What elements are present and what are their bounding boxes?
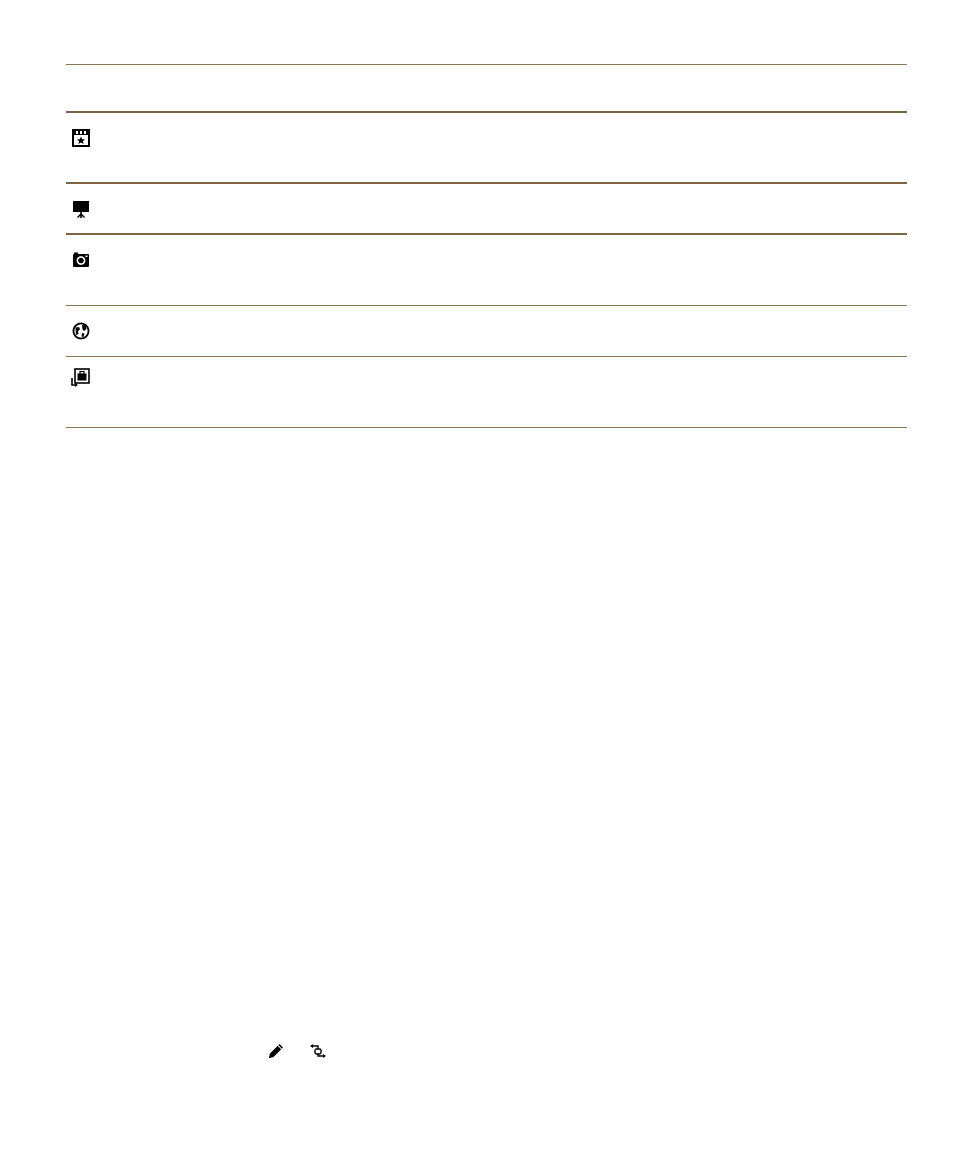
row-rule — [66, 233, 907, 235]
camera-icon — [71, 250, 91, 270]
convert-sync-icon — [308, 1041, 328, 1061]
movie-clapper-star-icon — [71, 128, 91, 148]
briefcase-transfer-icon — [70, 367, 90, 387]
table-bottom-rule — [66, 427, 907, 428]
pencil-icon — [266, 1041, 286, 1061]
table-header-rule — [66, 111, 907, 113]
presentation-projector-icon — [71, 199, 91, 219]
row-rule — [66, 182, 907, 184]
row-rule — [66, 305, 907, 306]
table-top-rule — [66, 64, 907, 65]
row-rule — [66, 356, 907, 357]
globe-pin-icon — [71, 321, 91, 341]
